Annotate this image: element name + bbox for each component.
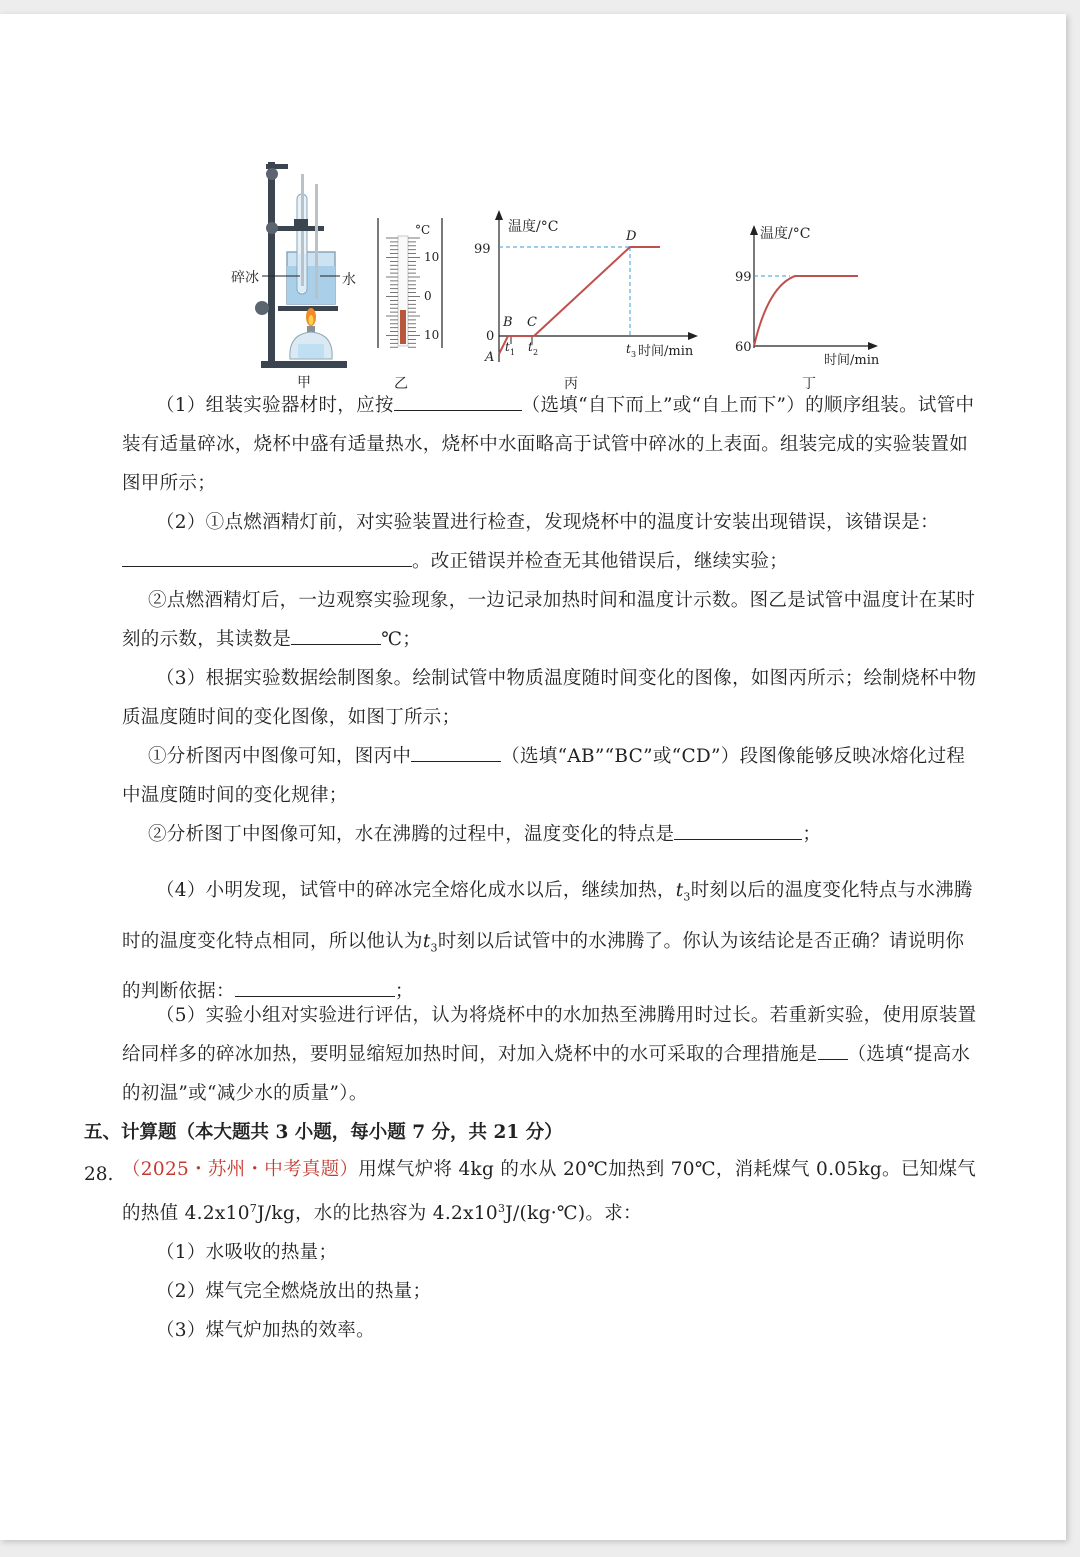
bing-point-d: D [626, 229, 637, 244]
thermo-tick-0: 0 [424, 289, 432, 303]
caption-jia: 甲 [297, 375, 311, 391]
ding-ylabel: 温度/°C [760, 226, 811, 242]
caption-bing: 丙 [564, 376, 578, 392]
figure-yi-thermometer [378, 218, 442, 392]
bing-t2-sub: 2 [533, 348, 539, 357]
q4-t3-a: t [675, 880, 684, 901]
question-28 [122, 1150, 982, 1350]
bing-t1: t [505, 340, 510, 354]
q2-text-a: （2）①点燃酒精灯前，对实验装置进行检查，发现烧杯中的温度计安装出现错误，该错误是： [156, 512, 939, 533]
q4-text-c: 时刻以后试管中的水沸腾了。你认为该结论是否正确？请说明你的判断依据： [122, 930, 965, 1003]
q4-reason-blank[interactable] [235, 976, 395, 997]
q4-t3-b-sub: 3 [430, 941, 438, 955]
bing-t3-sub: 3 [631, 350, 637, 359]
q2-text-c: ②点燃酒精灯后，一边观察实验现象，一边记录加热时间和温度计示数。图乙是试管中温度计在某时刻的示数，其读数是 [122, 590, 976, 650]
q5-text-b: （选填“提高水的初温”或“减少水的质量”）。 [122, 1044, 971, 1104]
figure-bing-graph [474, 210, 698, 392]
q28-exp1: 7 [249, 1202, 258, 1215]
bing-y-99: 99 [474, 242, 491, 257]
experiment-figures [0, 14, 1066, 404]
label-ice: 碎冰 [231, 270, 259, 286]
bing-point-c: C [527, 315, 537, 330]
question-1 [122, 386, 982, 503]
bing-point-a: A [485, 350, 495, 365]
q4-text-b: 时刻以后的温度变化特点与水沸腾时的温度变化特点相同，所以他认为 [122, 880, 973, 952]
q28-text-b: J/kg，水的比热容为 4.2x10 [257, 1203, 498, 1225]
question-2 [122, 503, 982, 659]
document-page [0, 14, 1066, 1540]
bing-y-0: 0 [486, 329, 495, 344]
q2-text-b: 。改正错误并检查无其他错误后，继续实验； [412, 551, 789, 572]
q2-error-blank[interactable] [122, 546, 412, 567]
bing-t2: t [528, 340, 533, 354]
q3-feature-blank[interactable] [674, 819, 802, 840]
q3-text-d: ②分析图丁中图像可知，水在沸腾的过程中，温度变化的特点是 [148, 824, 675, 845]
q3-text-e: ； [802, 824, 822, 845]
figure-jia-apparatus [231, 162, 356, 391]
ding-y-60: 60 [735, 340, 752, 355]
question-3 [122, 659, 982, 854]
thermo-tick-10-top: 10 [424, 250, 440, 264]
q5-text-a: （5）实验小组对实验进行评估，认为将烧杯中的水加热至沸腾用时过长。若重新实验，使用原装置给同样多的碎冰加热，要明显缩短加热时间，对加入烧杯中的水可采取的合理措施是 [122, 1005, 977, 1065]
q3-text-c: （选填“AB”“BC”或“CD”）段图像能够反映冰熔化过程中温度随时间的变化规律； [122, 746, 966, 806]
question-5 [122, 996, 982, 1113]
q5-measure-blank[interactable] [818, 1039, 848, 1060]
figure-ding-graph [735, 225, 880, 392]
q28-text-c: J/(kg·℃)。求： [505, 1203, 642, 1225]
q2-reading-blank[interactable] [291, 624, 381, 645]
bing-xlabel: 时间/min [638, 344, 694, 359]
q28-sub-3: （3）煤气炉加热的效率。 [156, 1320, 375, 1342]
q4-t3-b: t [422, 930, 431, 952]
q3-text-b: ①分析图丙中图像可知，图丙中 [148, 746, 412, 767]
q3-segment-blank[interactable] [411, 741, 501, 762]
q2-text-d: ℃； [381, 629, 421, 650]
q1-answer-blank[interactable] [394, 390, 522, 411]
q28-text-a: 用煤气炉将 4kg 的水从 20℃加热到 70℃，消耗煤气 0.05kg。已知煤气的热值 4.2x10 [122, 1159, 977, 1225]
q28-sub-2: （2）煤气完全燃烧放出的热量； [156, 1281, 432, 1303]
q28-exp2: 3 [497, 1202, 506, 1215]
q28-source: （2025・苏州・中考真题） [122, 1159, 359, 1180]
q4-text-a: （4）小明发现，试管中的碎冰完全熔化成水以后，继续加热， [156, 880, 676, 901]
thermo-tick-10-bottom: 10 [424, 328, 440, 342]
question-4 [122, 869, 982, 1014]
ding-xlabel: 时间/min [824, 353, 880, 368]
q1-text-a: （1）组装实验器材时，应按 [156, 395, 394, 416]
section-title: 五、计算题（本大题共 3 小题，每小题 7 分，共 21 分） [84, 1122, 563, 1143]
bing-ylabel: 温度/°C [508, 219, 559, 235]
q28-sub-1: （1）水吸收的热量； [156, 1242, 338, 1264]
bing-point-b: B [503, 315, 513, 330]
q4-text-d: ； [394, 981, 414, 1003]
ding-y-99: 99 [735, 270, 752, 285]
thermo-unit: °C [415, 223, 431, 237]
q4-t3-a-sub: 3 [683, 890, 691, 904]
q3-text-a: （3）根据实验数据绘制图象。绘制试管中物质温度随时间变化的图像，如图丙所示；绘制烧杯中物质温度随时间的变化图像，如图丁所示； [122, 668, 977, 728]
caption-ding: 丁 [802, 376, 816, 392]
bing-curve [499, 247, 660, 354]
bing-t3: t [626, 342, 631, 356]
caption-yi: 乙 [394, 376, 408, 392]
question-28-number: 28. [84, 1164, 114, 1185]
ding-curve [754, 276, 858, 346]
label-water: 水 [342, 272, 356, 288]
bing-t1-sub: 1 [510, 348, 516, 357]
q1-text-b: （选填“自下而上”或“自上而下”）的顺序组装。试管中装有适量碎冰，烧杯中盛有适量热水，烧杯中水面略高于试管中碎冰的上表面。组装完成的实验装置如图甲所示； [122, 395, 975, 494]
